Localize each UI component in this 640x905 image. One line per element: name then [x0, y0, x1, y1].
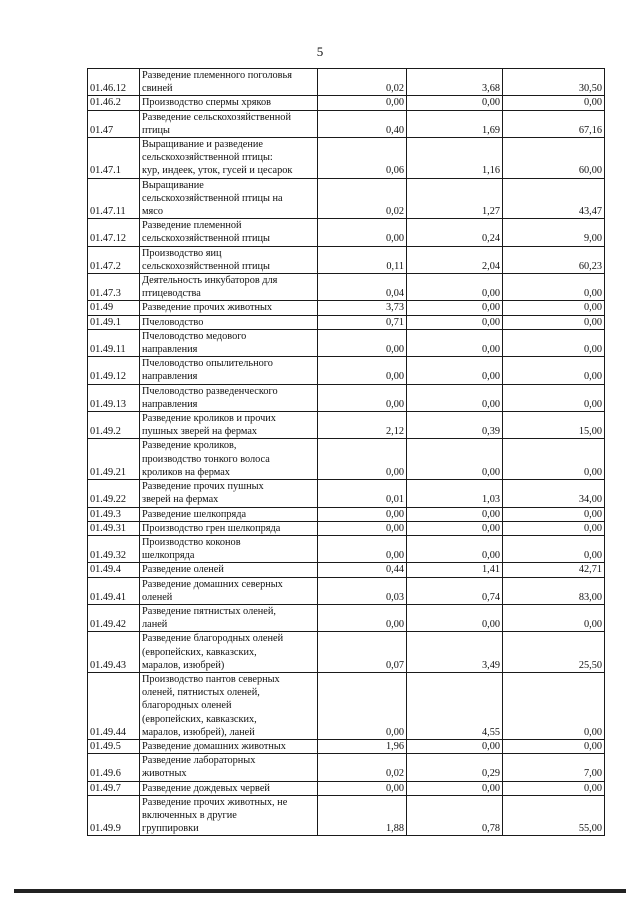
value-col-3: 0,00 [503, 535, 605, 562]
activity-code: 01.49.1 [88, 315, 140, 329]
activity-name [140, 110, 318, 137]
activity-name-line: Выращивание и разведение [142, 139, 263, 151]
activity-name [140, 301, 318, 315]
value-col-2: 2,04 [407, 246, 503, 273]
table-row [88, 329, 605, 356]
activity-name-line: сельскохозяйственной птицы: [142, 152, 273, 164]
value-col-1: 0,00 [318, 219, 407, 246]
activity-name [140, 480, 318, 507]
activity-name-line: маралов, изюбрей) [142, 659, 225, 671]
activity-name [140, 315, 318, 329]
activity-code: 01.49.43 [88, 632, 140, 673]
value-col-2: 0,24 [407, 219, 503, 246]
activity-code: 01.49.5 [88, 739, 140, 753]
value-col-2: 0,00 [407, 384, 503, 411]
activity-code: 01.49.44 [88, 672, 140, 739]
activity-name-line: Производство спермы хряков [142, 97, 271, 109]
activity-name-line: Разведение домашних северных [142, 578, 283, 590]
activity-name-line: шелкопряда [142, 550, 195, 562]
activity-name-line: Разведение шелкопряда [142, 508, 247, 520]
table-row [88, 69, 605, 96]
table-row [88, 315, 605, 329]
activity-code: 01.49.3 [88, 507, 140, 521]
value-col-1: 0,00 [318, 672, 407, 739]
value-col-2: 0,00 [407, 739, 503, 753]
value-col-2: 0,29 [407, 754, 503, 781]
table-row [88, 439, 605, 480]
table-row [88, 357, 605, 384]
value-col-3: 60,23 [503, 246, 605, 273]
value-col-1: 0,00 [318, 96, 407, 110]
table-row [88, 521, 605, 535]
value-col-3: 0,00 [503, 781, 605, 795]
value-col-1: 0,00 [318, 439, 407, 480]
value-col-1: 0,04 [318, 274, 407, 301]
value-col-2: 0,00 [407, 781, 503, 795]
activity-name-line: Разведение прочих пушных [142, 481, 264, 493]
activity-name [140, 412, 318, 439]
activity-name [140, 96, 318, 110]
activity-name-line: включенных в другие [142, 809, 237, 821]
value-col-3: 0,00 [503, 274, 605, 301]
activity-code: 01.49.21 [88, 439, 140, 480]
activity-name-line: Производство яиц [142, 247, 222, 259]
activity-name-line: Разведение дождевых червей [142, 782, 270, 794]
activity-name-line: Разведение кроликов и прочих [142, 413, 276, 425]
activity-name-line: Разведение племенной [142, 220, 242, 232]
value-col-1: 0,00 [318, 329, 407, 356]
activity-code: 01.49.13 [88, 384, 140, 411]
value-col-1: 1,96 [318, 739, 407, 753]
value-col-1: 0,00 [318, 521, 407, 535]
activity-code: 01.47.11 [88, 178, 140, 219]
value-col-3: 15,00 [503, 412, 605, 439]
activity-code: 01.49.22 [88, 480, 140, 507]
activity-code: 01.49.32 [88, 535, 140, 562]
activity-code: 01.49 [88, 301, 140, 315]
activity-name-line: кроликов на фермах [142, 466, 230, 478]
activity-code: 01.49.31 [88, 521, 140, 535]
activity-name [140, 754, 318, 781]
value-col-3: 34,00 [503, 480, 605, 507]
activity-name-line: свиней [142, 83, 173, 95]
activity-name-line: благородных оленей [142, 700, 232, 712]
activity-name-line: зверей на фермах [142, 494, 219, 506]
value-col-3: 42,71 [503, 563, 605, 577]
activity-name [140, 507, 318, 521]
activity-name-line: Разведение благородных оленей [142, 633, 284, 645]
table-row [88, 795, 605, 836]
activity-name-line: оленей [142, 591, 173, 603]
value-col-1: 2,12 [318, 412, 407, 439]
value-col-1: 0,00 [318, 357, 407, 384]
value-col-1: 0,02 [318, 69, 407, 96]
activity-name-line: птицеводства [142, 288, 201, 300]
activity-code: 01.49.4 [88, 563, 140, 577]
activity-name [140, 604, 318, 631]
activity-name [140, 384, 318, 411]
activity-name-line: Разведение прочих животных, не [142, 796, 288, 808]
value-col-2: 0,78 [407, 795, 503, 836]
activity-name [140, 672, 318, 739]
value-col-2: 0,00 [407, 604, 503, 631]
value-col-2: 0,39 [407, 412, 503, 439]
activity-code: 01.49.9 [88, 795, 140, 836]
value-col-3: 60,00 [503, 138, 605, 179]
activity-name-line: птицы [142, 124, 170, 136]
table-row [88, 632, 605, 673]
value-col-2: 0,00 [407, 301, 503, 315]
activity-name-line: мясо [142, 206, 163, 218]
table-row [88, 110, 605, 137]
value-col-1: 0,44 [318, 563, 407, 577]
table-row [88, 535, 605, 562]
value-col-3: 0,00 [503, 315, 605, 329]
activity-name [140, 781, 318, 795]
scan-edge-bar [14, 889, 626, 893]
activity-name-line: сельскохозяйственной птицы [142, 260, 270, 272]
value-col-3: 83,00 [503, 577, 605, 604]
value-col-1: 0,07 [318, 632, 407, 673]
value-col-2: 0,00 [407, 507, 503, 521]
activity-name-line: кур, индеек, уток, гусей и цесарок [142, 165, 293, 177]
value-col-2: 0,00 [407, 96, 503, 110]
activity-name-line: Разведение домашних животных [142, 740, 286, 752]
activity-code: 01.49.12 [88, 357, 140, 384]
activity-name-line: сельскохозяйственной птицы на [142, 192, 283, 204]
value-col-2: 1,69 [407, 110, 503, 137]
value-col-3: 0,00 [503, 739, 605, 753]
table-row [88, 96, 605, 110]
activity-name-line: Пчеловодство разведенческого [142, 385, 278, 397]
value-col-3: 25,50 [503, 632, 605, 673]
activity-code: 01.47.12 [88, 219, 140, 246]
value-col-2: 1,41 [407, 563, 503, 577]
activity-name-line: Производство грен шелкопряда [142, 522, 281, 534]
activity-name [140, 138, 318, 179]
activity-name-line: Производство коконов [142, 536, 241, 548]
value-col-3: 0,00 [503, 384, 605, 411]
value-col-1: 0,03 [318, 577, 407, 604]
activity-name-line: Разведение племенного поголовья [142, 70, 292, 81]
activity-name-line: (европейских, кавказских, [142, 713, 257, 725]
table-row [88, 480, 605, 507]
value-col-1: 3,73 [318, 301, 407, 315]
value-col-3: 0,00 [503, 507, 605, 521]
value-col-1: 0,00 [318, 384, 407, 411]
activity-code: 01.47.3 [88, 274, 140, 301]
value-col-1: 0,11 [318, 246, 407, 273]
activity-name [140, 535, 318, 562]
value-col-3: 0,00 [503, 604, 605, 631]
activity-name-line: направления [142, 344, 198, 356]
value-col-2: 0,00 [407, 315, 503, 329]
activity-name-line: Разведение пятнистых оленей, [142, 605, 276, 617]
value-col-2: 0,00 [407, 439, 503, 480]
table-row [88, 274, 605, 301]
table-row [88, 301, 605, 315]
table-row [88, 412, 605, 439]
activity-name [140, 521, 318, 535]
activity-name-line: (европейских, кавказских, [142, 646, 257, 658]
value-col-3: 0,00 [503, 357, 605, 384]
activity-name-line: Разведение кроликов, [142, 440, 237, 452]
activity-code: 01.46.12 [88, 69, 140, 96]
activity-name [140, 357, 318, 384]
activity-codes-table [87, 68, 605, 836]
value-col-3: 55,00 [503, 795, 605, 836]
value-col-2: 3,49 [407, 632, 503, 673]
activity-code: 01.46.2 [88, 96, 140, 110]
value-col-2: 0,74 [407, 577, 503, 604]
activity-code: 01.49.6 [88, 754, 140, 781]
activity-name-line: Разведение прочих животных [142, 302, 273, 314]
value-col-2: 1,27 [407, 178, 503, 219]
value-col-1: 0,00 [318, 604, 407, 631]
activity-name-line: Разведение сельскохозяйственной [142, 111, 291, 123]
value-col-3: 0,00 [503, 301, 605, 315]
activity-name [140, 563, 318, 577]
table-row [88, 577, 605, 604]
activity-name-line: производство тонкого волоса [142, 453, 270, 465]
activity-name-line: животных [142, 768, 187, 780]
value-col-3: 0,00 [503, 521, 605, 535]
value-col-3: 7,00 [503, 754, 605, 781]
table-row [88, 384, 605, 411]
activity-name-line: Производство пантов северных [142, 673, 280, 685]
table-row [88, 739, 605, 753]
activity-code: 01.47.1 [88, 138, 140, 179]
activity-name-line: Пчеловодство медового [142, 330, 247, 342]
activity-name-line: пушных зверей на фермах [142, 426, 258, 438]
value-col-3: 67,16 [503, 110, 605, 137]
activity-code: 01.47 [88, 110, 140, 137]
value-col-1: 0,71 [318, 315, 407, 329]
activity-name-line: Разведение оленей [142, 564, 224, 576]
activity-name [140, 329, 318, 356]
activity-code: 01.49.2 [88, 412, 140, 439]
value-col-1: 0,40 [318, 110, 407, 137]
value-col-3: 30,50 [503, 69, 605, 96]
table-row [88, 507, 605, 521]
value-col-1: 0,00 [318, 507, 407, 521]
activity-name-line: Пчеловодство [142, 316, 204, 328]
activity-name [140, 246, 318, 273]
activity-name-line: направления [142, 398, 198, 410]
value-col-3: 0,00 [503, 96, 605, 110]
table-row [88, 219, 605, 246]
table-row [88, 781, 605, 795]
activity-name [140, 69, 318, 96]
value-col-3: 0,00 [503, 439, 605, 480]
value-col-1: 0,01 [318, 480, 407, 507]
value-col-2: 0,00 [407, 357, 503, 384]
value-col-1: 0,00 [318, 535, 407, 562]
table-row [88, 178, 605, 219]
value-col-2: 1,03 [407, 480, 503, 507]
activity-name-line: оленей, пятнистых оленей, [142, 687, 260, 699]
activity-name-line: маралов, изюбрей), ланей [142, 726, 255, 738]
activity-name-line: группировки [142, 823, 199, 835]
table-row [88, 672, 605, 739]
activity-code: 01.49.42 [88, 604, 140, 631]
activity-code: 01.49.7 [88, 781, 140, 795]
activity-name-line: Деятельность инкубаторов для [142, 275, 278, 287]
activity-name [140, 739, 318, 753]
value-col-2: 0,00 [407, 521, 503, 535]
activity-name-line: сельскохозяйственной птицы [142, 233, 270, 245]
activity-name [140, 219, 318, 246]
value-col-2: 0,00 [407, 274, 503, 301]
activity-name-line: Выращивание [142, 179, 204, 191]
table-row [88, 138, 605, 179]
value-col-3: 0,00 [503, 329, 605, 356]
value-col-1: 0,02 [318, 178, 407, 219]
value-col-1: 0,02 [318, 754, 407, 781]
table-body [88, 69, 605, 836]
activity-name [140, 577, 318, 604]
table-row [88, 246, 605, 273]
value-col-3: 9,00 [503, 219, 605, 246]
activity-name [140, 274, 318, 301]
activity-code: 01.49.41 [88, 577, 140, 604]
table-row [88, 604, 605, 631]
value-col-1: 1,88 [318, 795, 407, 836]
activity-name [140, 178, 318, 219]
activity-name-line: Разведение лабораторных [142, 755, 256, 767]
activity-name-line: Пчеловодство опылительного [142, 358, 273, 370]
value-col-3: 0,00 [503, 672, 605, 739]
activity-name [140, 439, 318, 480]
value-col-2: 0,00 [407, 329, 503, 356]
activity-code: 01.47.2 [88, 246, 140, 273]
activity-name [140, 795, 318, 836]
value-col-3: 43,47 [503, 178, 605, 219]
value-col-2: 1,16 [407, 138, 503, 179]
activity-name-line: ланей [142, 619, 168, 631]
value-col-1: 0,06 [318, 138, 407, 179]
activity-name [140, 632, 318, 673]
value-col-2: 3,68 [407, 69, 503, 96]
activity-name-line: направления [142, 371, 198, 383]
table-row [88, 563, 605, 577]
value-col-2: 4,55 [407, 672, 503, 739]
activity-code: 01.49.11 [88, 329, 140, 356]
page-number: 5 [316, 44, 324, 59]
table-row [88, 754, 605, 781]
value-col-1: 0,00 [318, 781, 407, 795]
value-col-2: 0,00 [407, 535, 503, 562]
